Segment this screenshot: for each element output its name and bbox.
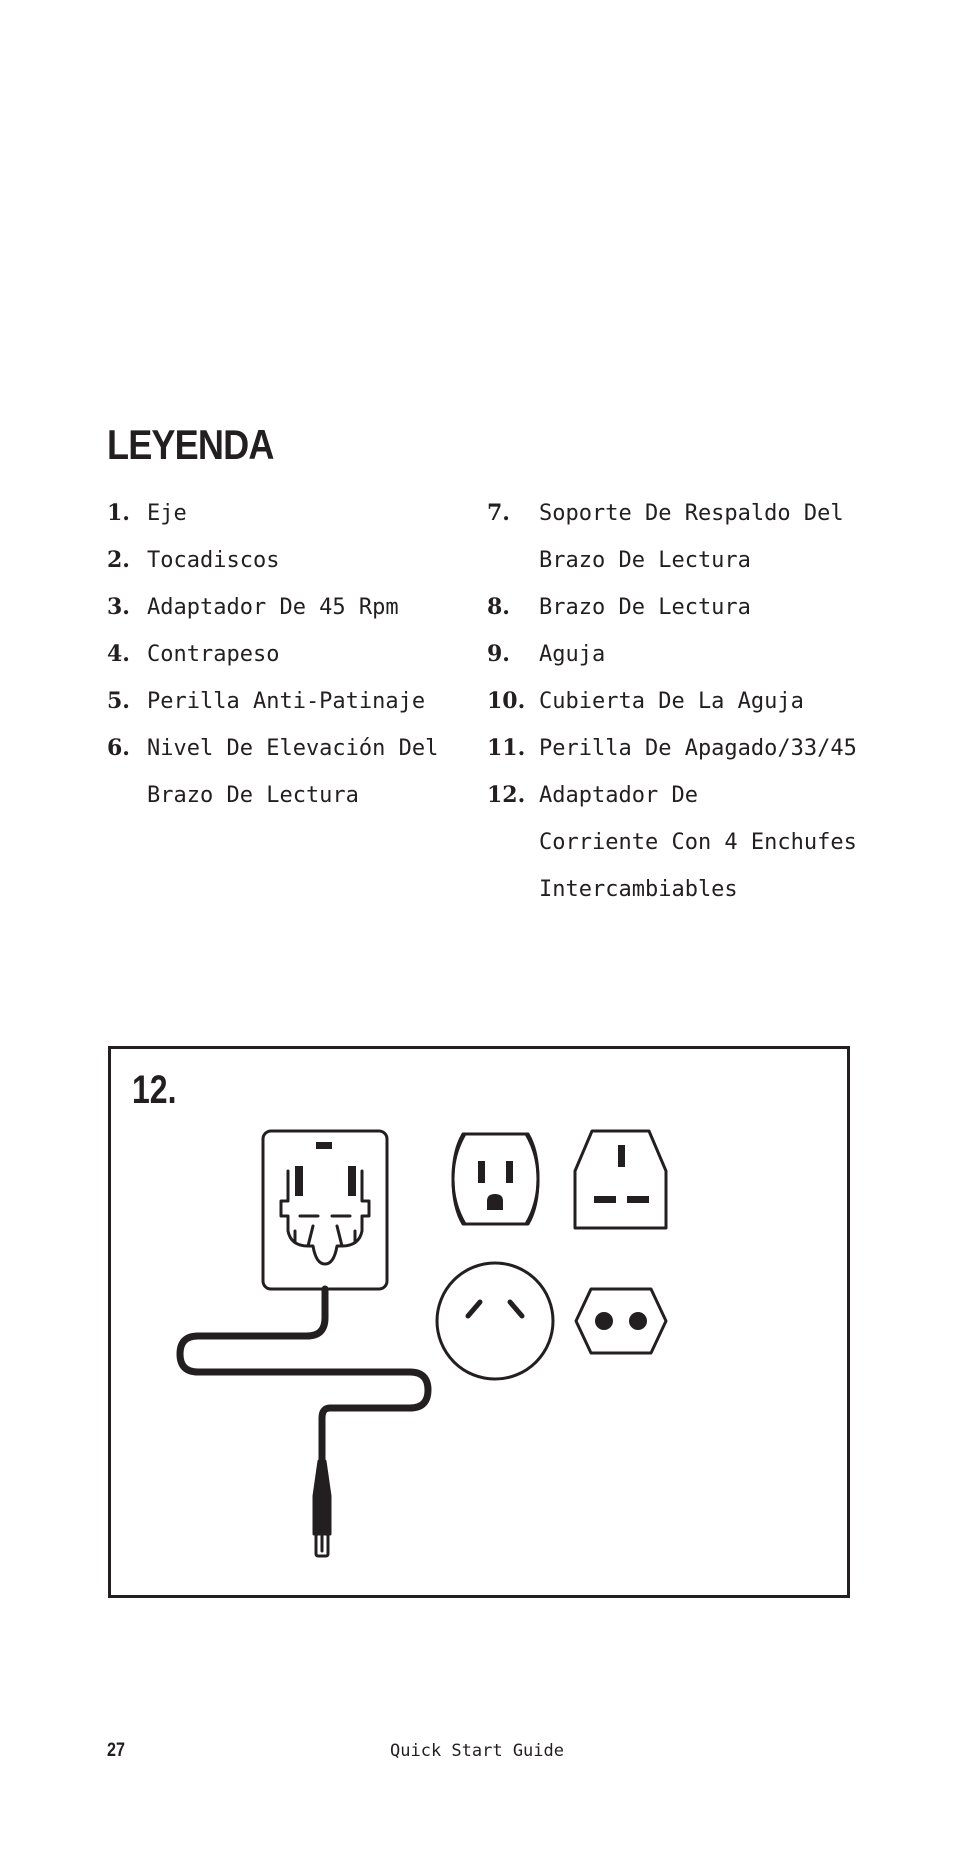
- legend-item-number: 12.: [487, 782, 526, 808]
- legend-item-number: 7.: [487, 500, 510, 526]
- legend-item: [487, 631, 857, 678]
- legend-list-right: [487, 490, 857, 913]
- us-outlet-icon: [453, 1134, 538, 1224]
- legend-item: [487, 772, 857, 913]
- uk-outlet-icon: [575, 1131, 666, 1228]
- adapter-illustration: [108, 1046, 850, 1598]
- legend-item-text: Brazo De Lectura: [539, 548, 751, 573]
- au-outlet-icon: [437, 1263, 553, 1379]
- legend-item-text: Adaptador De 45 Rpm: [147, 595, 399, 620]
- legend-title: LEYENDA: [107, 421, 274, 468]
- legend-item: [107, 584, 438, 631]
- legend-item-number: 9.: [487, 641, 510, 667]
- legend-item-number: 10.: [487, 688, 526, 714]
- legend-item-text: Tocadiscos: [147, 548, 280, 573]
- legend-item: [107, 678, 438, 725]
- legend-item-text: Cubierta De La Aguja: [539, 689, 804, 714]
- dc-plug-icon: [314, 1461, 330, 1556]
- eu-outlet-icon: [576, 1289, 666, 1353]
- legend-item-number: 3.: [107, 594, 130, 620]
- legend-item: [487, 490, 857, 584]
- footer-title: Quick Start Guide: [390, 1741, 564, 1761]
- legend-item-number: 8.: [487, 594, 510, 620]
- legend-item-number: 6.: [107, 735, 130, 761]
- legend-item-text: Intercambiables: [539, 877, 738, 902]
- figure-label: 12.: [132, 1068, 177, 1112]
- legend-item-text: Aguja: [539, 642, 606, 667]
- legend-item-text: Eje: [147, 501, 187, 526]
- legend-item: [107, 537, 438, 584]
- legend-item-text: Contrapeso: [147, 642, 280, 667]
- legend-item-text: Perilla Anti-Patinaje: [147, 689, 426, 714]
- legend-item-number: 11.: [487, 735, 526, 761]
- legend-item-text: Nivel De Elevación Del: [147, 736, 439, 761]
- legend-item-text: Perilla De Apagado/33/45: [539, 736, 857, 761]
- legend-item-number: 4.: [107, 641, 130, 667]
- legend-item: [487, 725, 857, 772]
- page-number: 27: [107, 1740, 125, 1761]
- legend-item: [107, 725, 438, 819]
- legend-item-number: 1.: [107, 500, 130, 526]
- legend-item-number: 5.: [107, 688, 130, 714]
- legend-item: [487, 584, 857, 631]
- legend-item-text: Corriente Con 4 Enchufes: [539, 830, 857, 855]
- legend-item-text: Adaptador De: [539, 783, 698, 808]
- legend-item: [107, 631, 438, 678]
- power-adapter-icon: [263, 1131, 387, 1289]
- legend-item-number: 2.: [107, 547, 130, 573]
- legend-item: [107, 490, 438, 537]
- legend-item-text: Soporte De Respaldo Del: [539, 501, 844, 526]
- legend-item: [487, 678, 857, 725]
- legend-item-text: Brazo De Lectura: [147, 783, 359, 808]
- legend-list-left: [107, 490, 438, 819]
- legend-item-text: Brazo De Lectura: [539, 595, 751, 620]
